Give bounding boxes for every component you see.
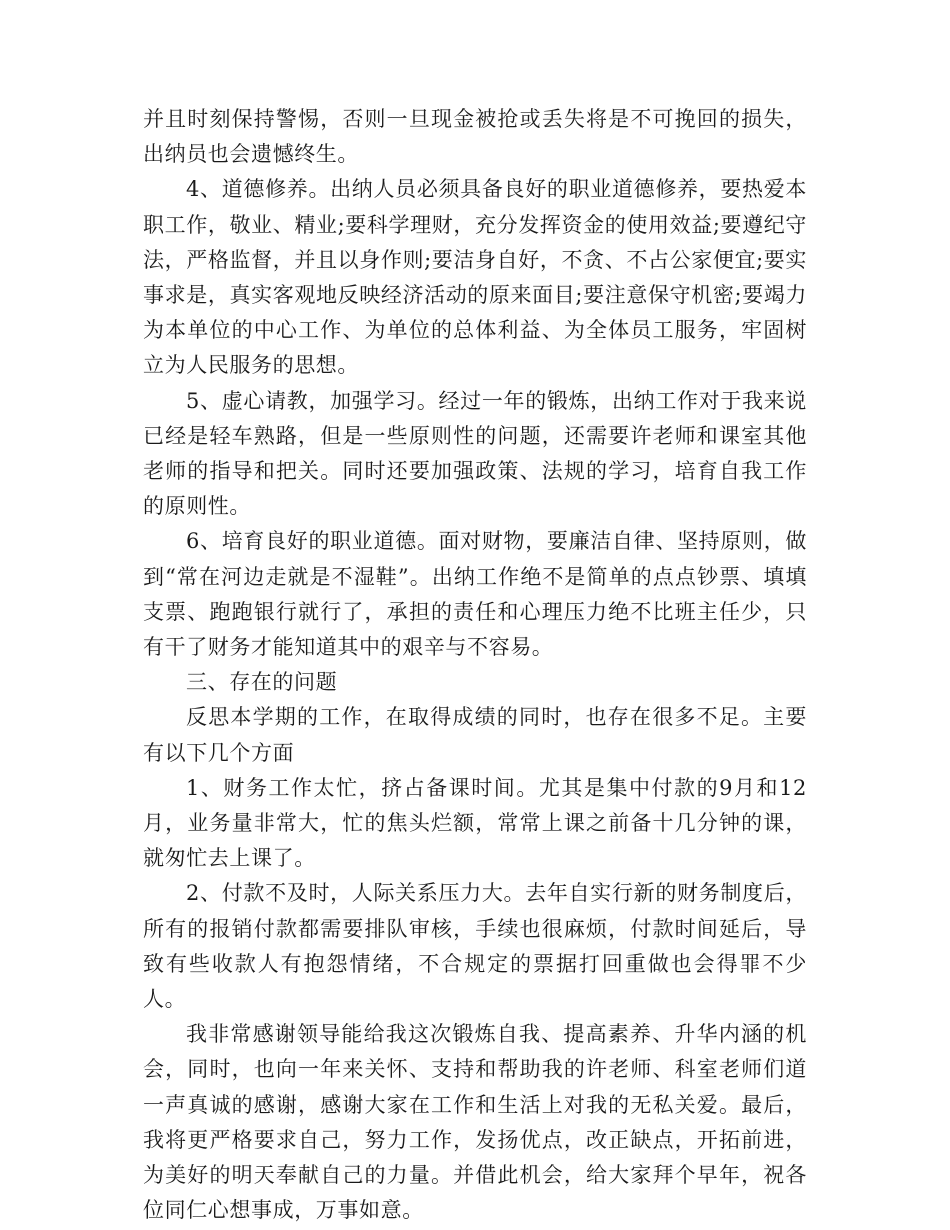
document-page: [143, 102, 807, 1229]
paragraph-cash-safety: 并且时刻保持警惕，否则一旦现金被抢或丢失将是不可挽回的损失，出纳员也会遗憾终生。: [143, 107, 807, 167]
paragraph-thanks: 我非常感谢领导能给我这次锻炼自我、提高素养、升华内涵的机会，同时，也向一年来关怀、支持和帮助我的许老师、科室老师们道一声真诚的感谢，感谢大家在工作和生活上对我的无私关爱。最后，我将更严格要求自己，努力工作，发扬优点，改正缺点，开拓前进，为美好的明天奉献自己的力量。并借此机会，给大家拜个早年，祝各位同仁心想事成，万事如意。: [143, 1022, 807, 1223]
paragraph-ethics: 6、培育良好的职业道德。面对财物，要廉洁自律、坚持原则，做到“常在河边走就是不湿鞋”。出纳工作绝不是简单的点点钞票、填填支票、跑跑银行就行了，承担的责任和心理压力绝不比班主任少，只有干了财务才能知道其中的艰辛与不容易。: [143, 529, 807, 660]
paragraph-busy: 1、财务工作太忙，挤占备课时间。尤其是集中付款的9月和12月，业务量非常大，忙的焦头烂额，常常上课之前备十几分钟的课，就匆忙去上课了。: [143, 775, 807, 871]
section-heading-problems: 三、存在的问题: [186, 670, 338, 695]
paragraph-learning: 5、虚心请教，加强学习。经过一年的锻炼，出纳工作对于我来说已经是轻车熟路，但是一些原则性的问题，还需要许老师和课室其他老师的指导和把关。同时还要加强政策、法规的学习，培育自我工作的原则性。: [143, 388, 807, 519]
paragraph-payment: 2、付款不及时，人际关系压力大。去年自实行新的财务制度后，所有的报销付款都需要排队审核，手续也很麻烦，付款时间延后，导致有些收款人有抱怨情绪，不合规定的票据打回重做也会得罪不少人。: [143, 881, 807, 1012]
paragraph-morality: 4、道德修养。出纳人员必须具备良好的职业道德修养，要热爱本职工作，敬业、精业;要科学理财，充分发挥资金的使用效益;要遵纪守法，严格监督，并且以身作则;要洁身自好，不贪、不占公家便宜;要实事求是，真实客观地反映经济活动的原来面目;要注意保守机密;要竭力为本单位的中心工作、为单位的总体利益、为全体员工服务，牢固树立为人民服务的思想。: [143, 177, 807, 378]
paragraph-reflection: 反思本学期的工作，在取得成绩的同时，也存在很多不足。主要有以下几个方面: [143, 705, 807, 765]
